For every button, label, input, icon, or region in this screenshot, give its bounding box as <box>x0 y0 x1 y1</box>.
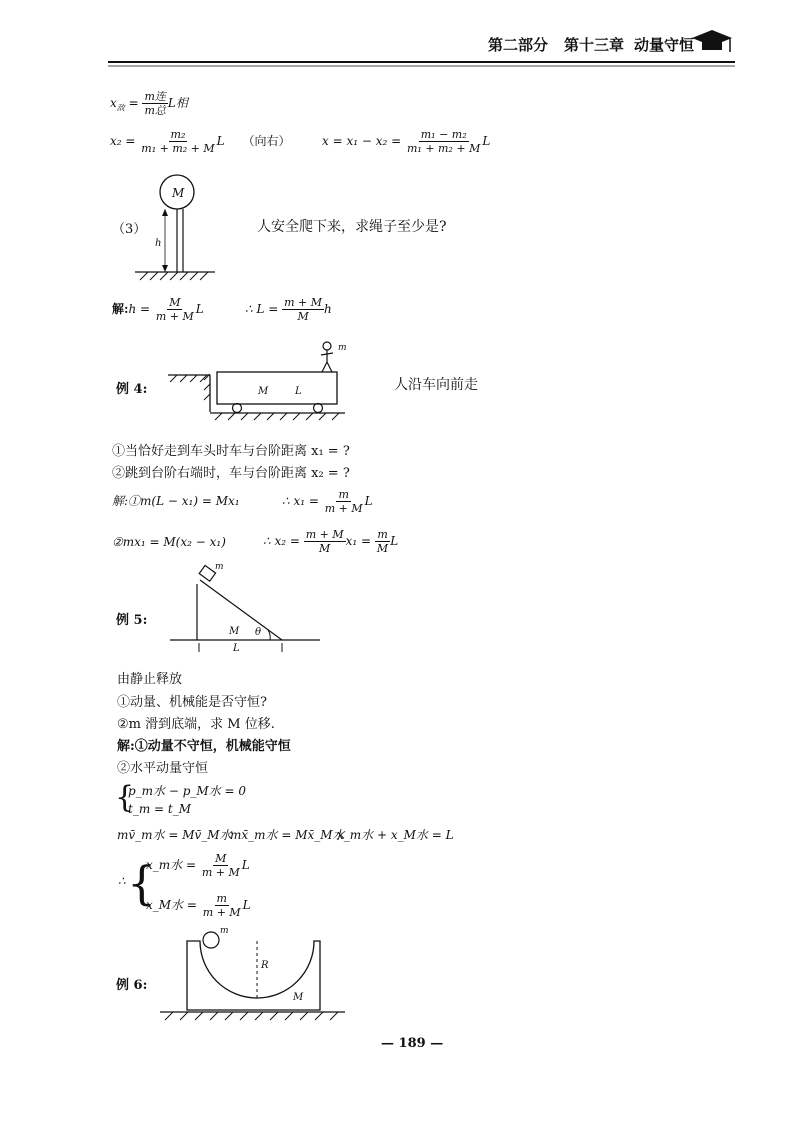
item3-question: 人安全爬下来，求绳子至少是? <box>257 219 447 235</box>
example4-label: 例 4: <box>116 382 148 397</box>
header-part: 第二部分 <box>488 36 549 54</box>
cart-figure <box>168 342 345 420</box>
wedge-mass-label: M <box>229 626 240 637</box>
item3-label: （3） <box>112 222 147 237</box>
system-eq-2: t_m = t_M <box>128 802 191 816</box>
ball-label: M <box>172 186 185 200</box>
formula-x-displacement: $x_敌$ = $\frac{\text{m连}}{\text{m总}}$ L相 <box>110 90 188 117</box>
equation-sum: x_m水 + x_M水 = L <box>337 828 454 842</box>
header-chapter: 第十三章 <box>564 36 625 54</box>
formula-x2: x₂ = $\frac{\text{m₂}}{\text{m₁ + m₂ + M}}$ L （向右） <box>110 128 291 155</box>
equation-displacement: mx̄_m水 = Mx̄_M水 <box>230 828 345 842</box>
example4-s1b: ∴ x₁ = $\frac{m}{m + M}$ L <box>282 488 373 515</box>
item3-solution-h: 解:h = $\frac{M}{m + M}$ L <box>112 296 204 323</box>
equation-velocity: mv̄_m水 = Mv̄_M水 <box>117 828 232 842</box>
result-eq-1: x_m水 = $\frac{M}{m + M}$ L <box>146 852 250 879</box>
car-length-label: L <box>295 386 302 397</box>
example5-line-5: ②水平动量守恒 <box>117 761 209 776</box>
example4-note: 人沿车向前走 <box>394 377 478 393</box>
result-eq-2: x_M水 = $\frac{m}{m + M}$ L <box>146 892 251 919</box>
result-brace: { <box>127 856 157 910</box>
formula-x: x = x₁ − x₂ = $\frac{\text{m₁ − m₂}}{\text{m₁ + m₂ + M}}$ L <box>322 128 491 155</box>
bowl-figure <box>160 932 345 1020</box>
example4-s2b: ∴ x₂ = $\frac{m + M}{M}$ x₁ = $\frac{m}{M}$ L <box>263 528 399 555</box>
height-label: h <box>155 238 162 249</box>
wedge-figure <box>170 565 320 652</box>
base-length-label: L <box>233 643 240 654</box>
example5-line-2: ①动量、机械能是否守恒? <box>117 695 267 710</box>
therefore-symbol: ∴ <box>118 874 126 888</box>
example5-line-3: ②m 滑到底端，求 M 位移. <box>117 717 275 732</box>
bowl-ball-label: m <box>220 926 229 936</box>
page-number: — 189 — <box>381 1036 444 1051</box>
example4-s2a: ②mx₁ = M(x₂ − x₁) <box>112 535 226 549</box>
example4-q2: ②跳到台阶右端时，车与台阶距离 x₂ = ? <box>112 466 350 481</box>
example4-s1a: 解:①m(L − x₁) = Mx₁ <box>112 494 240 508</box>
item3-solution-L: ∴ L = $\frac{m + M}{M}$ h <box>245 296 332 323</box>
system-brace: { <box>115 780 135 815</box>
bowl-mass-label: M <box>293 992 304 1003</box>
example5-line-4: 解:①动量不守恒，机械能守恒 <box>117 739 291 754</box>
example5-line-1: 由静止释放 <box>117 672 183 687</box>
example5-label: 例 5: <box>116 613 148 628</box>
example6-label: 例 6: <box>116 978 148 993</box>
radius-label: R <box>261 960 269 971</box>
graduation-cap-icon <box>692 30 732 52</box>
example4-q1: ①当恰好走到车头时车与台阶距离 x₁ = ? <box>112 444 350 459</box>
header-topic: 动量守恒 <box>634 36 695 54</box>
car-mass-label: M <box>258 386 269 397</box>
block-label: m <box>215 562 224 572</box>
system-eq-1: p_m水 − p_M水 = 0 <box>128 784 247 798</box>
person-label: m <box>338 343 347 353</box>
angle-label: θ <box>255 627 262 638</box>
